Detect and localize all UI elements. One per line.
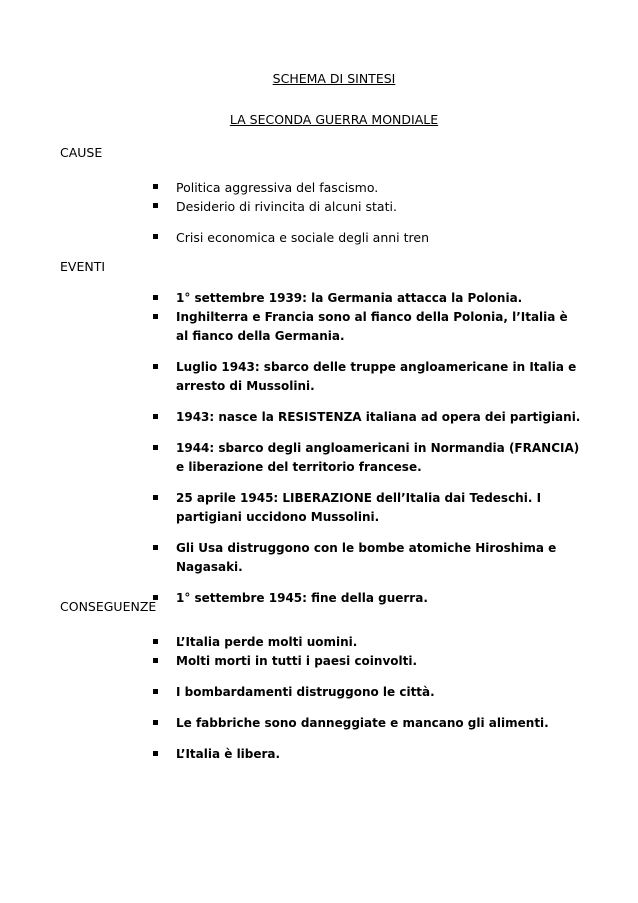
list-item [153,683,583,702]
list-item-text: 1944: sbarco degli angloamericani in Normandia (FRANCIA) e liberazione del territorio francese. [176,441,580,474]
square-bullet-icon [153,314,158,319]
list-item-text: Inghilterra e Francia sono al fianco della Polonia, l’Italia è al fianco della Germania. [176,310,568,343]
list-item [153,439,583,477]
list-item-text: 25 aprile 1945: LIBERAZIONE dell’Italia dai Tedeschi. I partigiani uccidono Mussolini. [176,491,542,524]
list-item-text: 1° settembre 1939: la Germania attacca la Polonia. [176,291,523,305]
list-item [153,633,583,652]
list-item [153,745,583,764]
document-title: SCHEMA DI SINTESI [272,71,396,86]
list-item-text: L’Italia perde molti uomini. [176,635,358,649]
square-bullet-icon [153,639,158,644]
list-item [153,589,583,608]
eventi-list [153,289,583,608]
list-item [153,197,583,216]
list-item [153,289,583,308]
square-bullet-icon [153,545,158,550]
list-item-text: Crisi economica e sociale degli anni tren [176,230,430,245]
list-item [153,489,583,527]
list-item-text: Desiderio di rivincita di alcuni stati. [176,199,397,214]
list-item-text: 1° settembre 1945: fine della guerra. [176,591,428,605]
list-item [153,308,583,346]
list-item [153,539,583,577]
list-item-text: Luglio 1943: sbarco delle truppe angloamericane in Italia e arresto di Mussolini. [176,360,577,393]
square-bullet-icon [153,295,158,300]
list-item [153,178,583,197]
square-bullet-icon [153,751,158,756]
list-item [153,652,583,671]
cause-list [153,178,583,247]
square-bullet-icon [153,495,158,500]
list-item [153,714,583,733]
square-bullet-icon [153,234,158,239]
square-bullet-icon [153,689,158,694]
list-item [153,408,583,427]
list-item-text: Politica aggressiva del fascismo. [176,180,379,195]
square-bullet-icon [153,414,158,419]
square-bullet-icon [153,720,158,725]
section-heading-eventi: EVENTI [60,259,106,274]
section-heading-cause: CAUSE [60,145,103,160]
list-item-text: I bombardamenti distruggono le città. [176,685,435,699]
list-item-text: Molti morti in tutti i paesi coinvolti. [176,654,418,668]
document-subtitle: LA SECONDA GUERRA MONDIALE [229,112,439,127]
list-item [153,228,583,247]
list-item-text: Le fabbriche sono danneggiate e mancano gli alimenti. [176,716,549,730]
list-item-text: 1943: nasce la RESISTENZA italiana ad opera dei partigiani. [176,410,581,424]
list-item [153,358,583,396]
square-bullet-icon [153,658,158,663]
square-bullet-icon [153,364,158,369]
list-item-text: L’Italia è libera. [176,747,281,761]
conseguenze-list [153,633,583,764]
square-bullet-icon [153,184,158,189]
list-item-text: Gli Usa distruggono con le bombe atomiche Hiroshima e Nagasaki. [176,541,557,574]
square-bullet-icon [153,445,158,450]
square-bullet-icon [153,203,158,208]
section-heading-conseguenze: CONSEGUENZE [60,599,157,614]
